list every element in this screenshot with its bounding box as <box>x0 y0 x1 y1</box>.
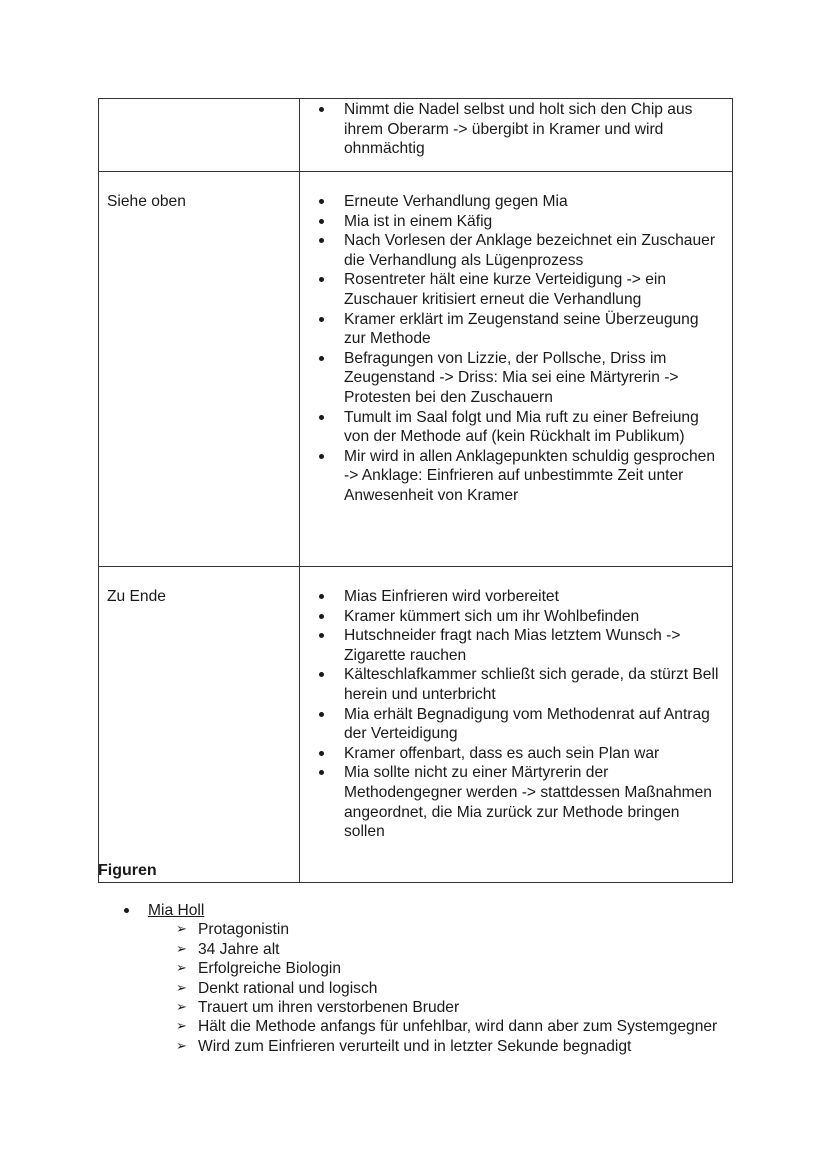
table-row <box>99 99 733 172</box>
list-item-text: Tumult im Saal folgt und Mia ruft zu einer Befreiung von der Methode auf (kein Rückhalt im Publikum) <box>344 408 699 446</box>
bullet-dot-icon <box>319 107 324 112</box>
trait-text: Trauert um ihren verstorbenen Bruder <box>198 999 460 1017</box>
bullet-dot-icon <box>319 219 324 224</box>
table-row <box>99 567 733 883</box>
list-item <box>312 744 724 764</box>
row-label: Zu Ende <box>107 588 166 605</box>
list-item <box>312 665 724 704</box>
bullet-list <box>312 192 724 506</box>
bullet-dot-icon <box>319 277 324 282</box>
list-item-text: Kramer erklärt im Zeugenstand seine Überzeugung zur Methode <box>344 310 699 348</box>
section-heading-figuren: Figuren <box>98 862 157 879</box>
summary-table-body <box>99 99 733 883</box>
list-item <box>312 607 724 627</box>
bullet-dot-icon <box>319 770 324 775</box>
trait-list <box>148 920 741 1056</box>
list-item <box>312 212 724 232</box>
list-item-text: Mia sollte nicht zu einer Märtyrerin der Methodengegner werden -> stattdessen Maßnahmen angeordnet, die Mia zurück zur Methode bringen sollen <box>344 764 712 841</box>
arrow-bullet-icon: ➢ <box>176 1000 187 1016</box>
list-item <box>312 447 724 506</box>
arrow-bullet-icon: ➢ <box>176 1038 187 1054</box>
trait-item <box>176 920 741 939</box>
list-item-text: Befragungen von Lizzie, der Pollsche, Driss im Zeugenstand -> Driss: Mia sei eine Märtyrerin -> Protesten bei den Zuschauern <box>344 349 679 406</box>
bullet-dot-icon <box>124 908 129 913</box>
trait-item <box>176 959 741 978</box>
list-item <box>312 408 724 447</box>
list-item-text: Nach Vorlesen der Anklage bezeichnet ein Zuschauer die Verhandlung als Lügenprozess <box>344 232 716 269</box>
bullet-dot-icon <box>319 199 324 204</box>
trait-text: Erfolgreiche Biologin <box>198 960 342 978</box>
bullet-list <box>312 587 724 842</box>
summary-table <box>98 98 733 883</box>
list-item-text: Hutschneider fragt nach Mias letztem Wunsch -> Zigarette rauchen <box>344 627 681 664</box>
list-item <box>312 192 724 212</box>
bullet-dot-icon <box>319 356 324 361</box>
figures-list <box>121 901 741 1056</box>
trait-text: 34 Jahre alt <box>198 940 280 958</box>
list-item-text: Kramer offenbart, dass es auch sein Plan war <box>344 744 660 762</box>
bullet-dot-icon <box>319 712 324 717</box>
list-item-text: Mia erhält Begnadigung vom Methodenrat auf Antrag der Verteidigung <box>344 705 710 743</box>
list-item <box>312 310 724 349</box>
list-item <box>312 100 724 159</box>
bullet-dot-icon <box>319 415 324 420</box>
list-item <box>312 705 724 744</box>
trait-text: Hält die Methode anfangs für unfehlbar, wird dann aber zum Systemgegner <box>198 1018 718 1036</box>
bullet-dot-icon <box>319 633 324 638</box>
arrow-bullet-icon: ➢ <box>176 980 187 996</box>
bullet-dot-icon <box>319 238 324 243</box>
arrow-bullet-icon: ➢ <box>176 1019 187 1035</box>
list-item-text: Mias Einfrieren wird vorbereitet <box>344 588 559 605</box>
table-cell-content <box>300 172 733 567</box>
list-item-text: Rosentreter hält eine kurze Verteidigung -> ein Zuschauer kritisiert erneut die Verhandlung <box>344 271 667 308</box>
row-label: Siehe oben <box>107 193 186 210</box>
list-item <box>312 349 724 408</box>
bullet-dot-icon <box>319 454 324 459</box>
trait-text: Denkt rational und logisch <box>198 979 378 997</box>
table-row <box>99 172 733 567</box>
table-cell-label <box>99 99 300 172</box>
trait-item <box>176 979 741 998</box>
table-cell-label <box>99 567 300 883</box>
list-item <box>312 763 724 841</box>
bullet-list <box>312 100 724 159</box>
table-cell-content <box>300 99 733 172</box>
arrow-bullet-icon: ➢ <box>176 922 187 938</box>
list-item-text: Kramer kümmert sich um ihr Wohlbefinden <box>344 607 640 625</box>
figure-item <box>121 901 741 1056</box>
figure-name: Mia Holl <box>148 902 205 919</box>
trait-text: Wird zum Einfrieren verurteilt und in letzter Sekunde begnadigt <box>198 1037 632 1055</box>
bullet-dot-icon <box>319 614 324 619</box>
list-item <box>312 587 724 607</box>
list-item-text: Mir wird in allen Anklagepunkten schuldig gesprochen -> Anklage: Einfrieren auf unbestimmte Zeit unter Anwesenheit von Kramer <box>344 447 716 504</box>
bullet-dot-icon <box>319 317 324 322</box>
bullet-dot-icon <box>319 672 324 677</box>
trait-item <box>176 1017 741 1036</box>
list-item-text: Nimmt die Nadel selbst und holt sich den Chip aus ihrem Oberarm -> übergibt in Kramer und wird ohnmächtig <box>344 101 693 158</box>
list-item-text: Mia ist in einem Käfig <box>344 212 493 230</box>
trait-text: Protagonistin <box>198 921 290 939</box>
arrow-bullet-icon: ➢ <box>176 961 187 977</box>
list-item <box>312 626 724 665</box>
bullet-dot-icon <box>319 751 324 756</box>
list-item-text: Erneute Verhandlung gegen Mia <box>344 193 568 210</box>
bullet-dot-icon <box>319 594 324 599</box>
table-cell-content <box>300 567 733 883</box>
list-item <box>312 231 724 270</box>
table-cell-label <box>99 172 300 567</box>
list-item <box>312 270 724 309</box>
trait-item <box>176 940 741 959</box>
arrow-bullet-icon: ➢ <box>176 941 187 957</box>
trait-item <box>176 998 741 1017</box>
list-item-text: Kälteschlafkammer schließt sich gerade, da stürzt Bell herein und unterbricht <box>344 666 719 703</box>
trait-item <box>176 1037 741 1056</box>
